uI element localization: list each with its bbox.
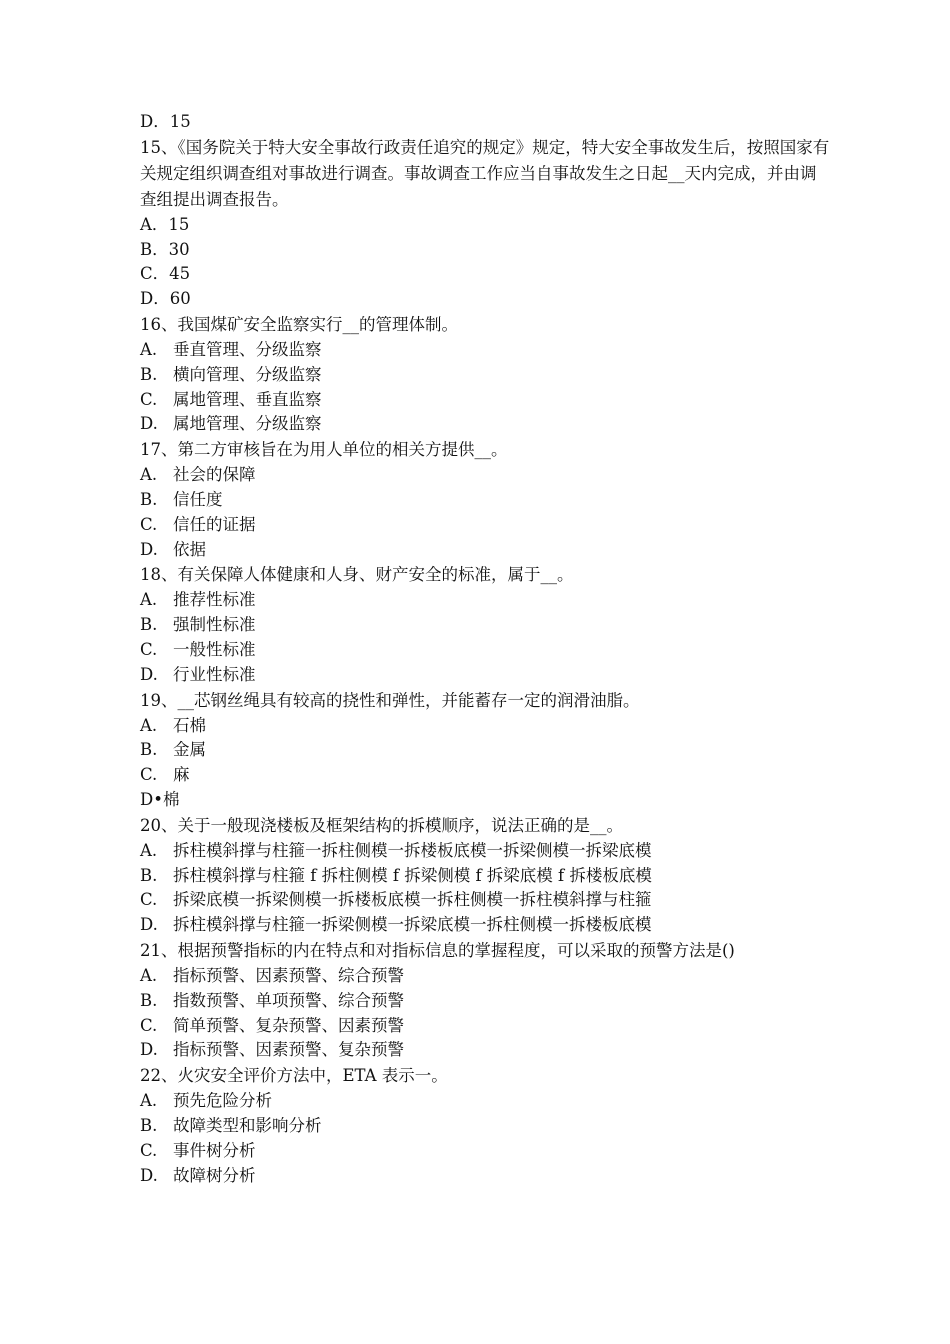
option-text: 30 xyxy=(168,239,190,259)
option-letter: A. xyxy=(140,465,158,485)
option-text: 拆柱模斜撑与柱箍一拆梁侧模一拆梁底模一拆柱侧模一拆楼板底模 xyxy=(173,915,652,935)
option-text: 垂直管理、分级监察 xyxy=(173,339,322,359)
answer-option xyxy=(140,613,830,638)
option-letter: D. xyxy=(140,1165,158,1185)
option-letter: A. xyxy=(140,965,158,985)
answer-option xyxy=(140,788,830,813)
answer-option xyxy=(140,488,830,513)
option-letter: D. xyxy=(140,414,158,434)
question-stem: 18、有关保障人体健康和人身、财产安全的标准，属于__。 xyxy=(140,565,574,585)
option-letter: A. xyxy=(140,1091,158,1111)
option-text: 拆柱模斜撑与柱箍一拆柱侧模一拆楼板底模一拆梁侧模一拆梁底模 xyxy=(173,840,652,860)
option-letter: A. xyxy=(140,590,158,610)
option-letter: C. xyxy=(140,389,158,409)
option-letter: B. xyxy=(140,1115,158,1135)
answer-option xyxy=(140,638,830,663)
option-letter: C. xyxy=(140,890,158,910)
option-text: 简单预警、复杂预警、因素预警 xyxy=(173,1015,404,1035)
option-text: 棉 xyxy=(162,789,180,809)
answer-option xyxy=(140,1164,830,1189)
answer-option xyxy=(140,588,830,613)
question-stem: 17、第二方审核旨在为用人单位的相关方提供__。 xyxy=(140,440,508,460)
answer-option xyxy=(140,989,830,1014)
option-text: 指标预警、因素预警、综合预警 xyxy=(173,965,404,985)
option-letter: D. xyxy=(140,539,158,559)
answer-option xyxy=(140,888,830,913)
answer-option xyxy=(140,1038,830,1063)
option-text: 故障树分析 xyxy=(173,1165,256,1185)
option-text: 信任的证据 xyxy=(173,514,256,534)
option-text: 属地管理、垂直监察 xyxy=(173,389,322,409)
option-letter: D. xyxy=(140,664,158,684)
answer-option xyxy=(140,538,830,563)
answer-option xyxy=(140,1089,830,1114)
question-stem: 22、火灾安全评价方法中，ETA 表示一。 xyxy=(140,1066,448,1086)
option-text: 指标预警、因素预警、复杂预警 xyxy=(173,1040,404,1060)
answer-option xyxy=(140,110,830,135)
option-letter: C. xyxy=(140,1140,158,1160)
option-text: 60 xyxy=(169,289,191,309)
answer-option xyxy=(140,714,830,739)
answer-option xyxy=(140,839,830,864)
question-stem: 16、我国煤矿安全监察实行__的管理体制。 xyxy=(140,314,458,334)
option-text: 依据 xyxy=(173,539,206,559)
option-text: 故障类型和影响分析 xyxy=(173,1115,322,1135)
option-text: 行业性标准 xyxy=(173,664,256,684)
question-stem: 20、关于一般现浇楼板及框架结构的拆模顺序，说法正确的是__。 xyxy=(140,815,623,835)
answer-option xyxy=(140,463,830,488)
answer-option xyxy=(140,1014,830,1039)
question-stem: 21、根据预警指标的内在特点和对指标信息的掌握程度，可以采取的预警方法是() xyxy=(140,940,735,960)
option-letter: C. xyxy=(140,514,158,534)
option-letter: B. xyxy=(140,489,158,509)
option-text: 推荐性标准 xyxy=(173,590,256,610)
option-text: 金属 xyxy=(173,740,206,760)
option-letter: B. xyxy=(140,615,158,635)
option-letter: C. xyxy=(140,1015,158,1035)
option-letter: D. xyxy=(140,915,158,935)
option-letter: B. xyxy=(140,740,158,760)
option-text: 麻 xyxy=(173,765,190,785)
option-text: 横向管理、分级监察 xyxy=(173,364,322,384)
option-letter: B. xyxy=(140,364,158,384)
answer-option xyxy=(140,238,830,263)
answer-option xyxy=(140,738,830,763)
option-text: 石棉 xyxy=(173,715,206,735)
option-letter: A. xyxy=(140,715,158,735)
option-letter: D. xyxy=(140,1040,158,1060)
option-letter: B. xyxy=(140,865,158,885)
option-text: 信任度 xyxy=(173,489,223,509)
question-stem: 15、《国务院关于特大安全事故行政责任追究的规定》规定，特大安全事故发生后，按照国家有关规定组织调查组对事故进行调查。事故调查工作应当自事故发生之日起__天内完成，并由调查组提出调查报告。 xyxy=(140,137,830,209)
option-letter: C． xyxy=(140,264,170,284)
option-text: 强制性标准 xyxy=(173,615,256,635)
option-letter: D． xyxy=(140,112,170,131)
answer-option xyxy=(140,513,830,538)
document-page xyxy=(140,110,830,1188)
answer-option xyxy=(140,1114,830,1139)
option-text: 指数预警、单项预警、综合预警 xyxy=(173,990,404,1010)
option-letter: A. xyxy=(140,840,158,860)
option-text: 15 xyxy=(169,112,191,131)
option-text: 拆梁底模一拆梁侧模一拆楼板底模一拆柱侧模一拆柱模斜撑与柱箍 xyxy=(173,890,652,910)
option-text: 社会的保障 xyxy=(173,465,256,485)
option-text: 属地管理、分级监察 xyxy=(173,414,322,434)
answer-option xyxy=(140,864,830,889)
answer-option xyxy=(140,363,830,388)
option-letter: C. xyxy=(140,639,158,659)
answer-option xyxy=(140,388,830,413)
option-letter: A. xyxy=(140,339,158,359)
option-text: 45 xyxy=(169,264,191,284)
answer-option xyxy=(140,338,830,363)
option-letter: D• xyxy=(140,789,163,809)
answer-option xyxy=(140,964,830,989)
option-text: 一般性标准 xyxy=(173,639,256,659)
answer-option xyxy=(140,663,830,688)
option-letter: B． xyxy=(140,239,169,259)
answer-option xyxy=(140,1139,830,1164)
answer-option xyxy=(140,262,830,287)
option-letter: B. xyxy=(140,990,158,1010)
option-text: 拆柱模斜撑与柱箍 f 拆柱侧模 f 拆梁侧模 f 拆梁底模 f 拆楼板底模 xyxy=(173,865,652,885)
option-letter: A． xyxy=(140,214,169,234)
answer-option xyxy=(140,763,830,788)
question-stem: 19、__芯钢丝绳具有较高的挠性和弹性，并能蓄存一定的润滑油脂。 xyxy=(140,690,640,710)
option-letter: D． xyxy=(140,289,170,309)
answer-option xyxy=(140,287,830,312)
option-letter: C. xyxy=(140,765,158,785)
answer-option xyxy=(140,213,830,238)
answer-option xyxy=(140,913,830,938)
option-text: 预先危险分析 xyxy=(173,1091,272,1111)
option-text: 15 xyxy=(168,214,190,234)
option-text: 事件树分析 xyxy=(173,1140,256,1160)
answer-option xyxy=(140,412,830,437)
